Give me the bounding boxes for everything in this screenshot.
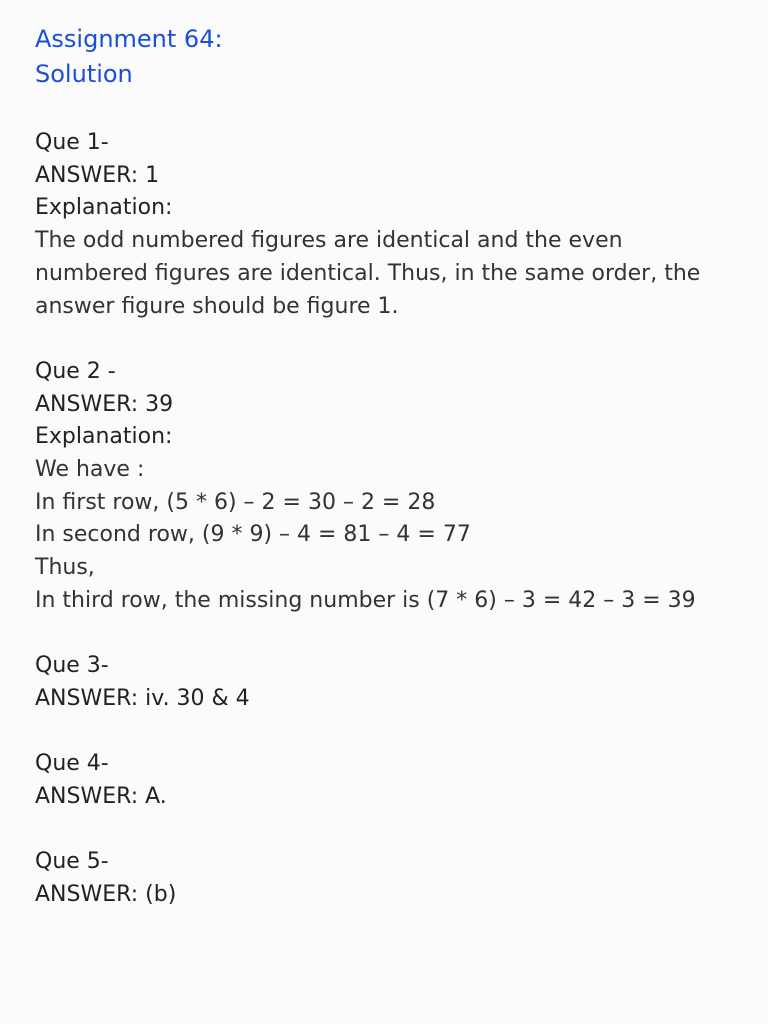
explanation-line: We have : — [35, 457, 145, 483]
question-label: Que 4- — [35, 751, 109, 777]
explanation-text: The odd numbered figures are identical and the even numbered figures are identical. Thus, in the same order, the answer figure should be figure 1. — [35, 228, 701, 319]
title-line-1: Assignment 64: — [35, 25, 223, 53]
page-title — [35, 22, 748, 92]
answer-line: ANSWER: (b) — [35, 882, 177, 908]
question-4 — [35, 748, 748, 813]
answer-line: ANSWER: iv. 30 & 4 — [35, 685, 250, 711]
explanation-label: Explanation: — [35, 195, 173, 221]
explanation-line: In first row, (5 * 6) – 2 = 30 – 2 = 28 — [35, 489, 436, 515]
title-line-2: Solution — [35, 60, 133, 88]
question-label: Que 2 - — [35, 358, 116, 384]
question-3 — [35, 650, 748, 715]
explanation-line: In third row, the missing number is (7 * 6) – 3 = 42 – 3 = 39 — [35, 587, 696, 613]
answer-line: ANSWER: 1 — [35, 162, 160, 188]
explanation-line: In second row, (9 * 9) – 4 = 81 – 4 = 77 — [35, 522, 471, 548]
question-label: Que 3- — [35, 653, 109, 679]
question-5 — [35, 846, 748, 911]
answer-line: ANSWER: 39 — [35, 391, 174, 417]
explanation-line: Thus, — [35, 555, 95, 581]
question-1 — [35, 127, 748, 323]
solutions-content — [35, 127, 748, 912]
explanation-label: Explanation: — [35, 424, 173, 450]
answer-line: ANSWER: A. — [35, 784, 167, 810]
question-label: Que 5- — [35, 849, 109, 875]
question-label: Que 1- — [35, 130, 109, 155]
question-2 — [35, 356, 748, 618]
